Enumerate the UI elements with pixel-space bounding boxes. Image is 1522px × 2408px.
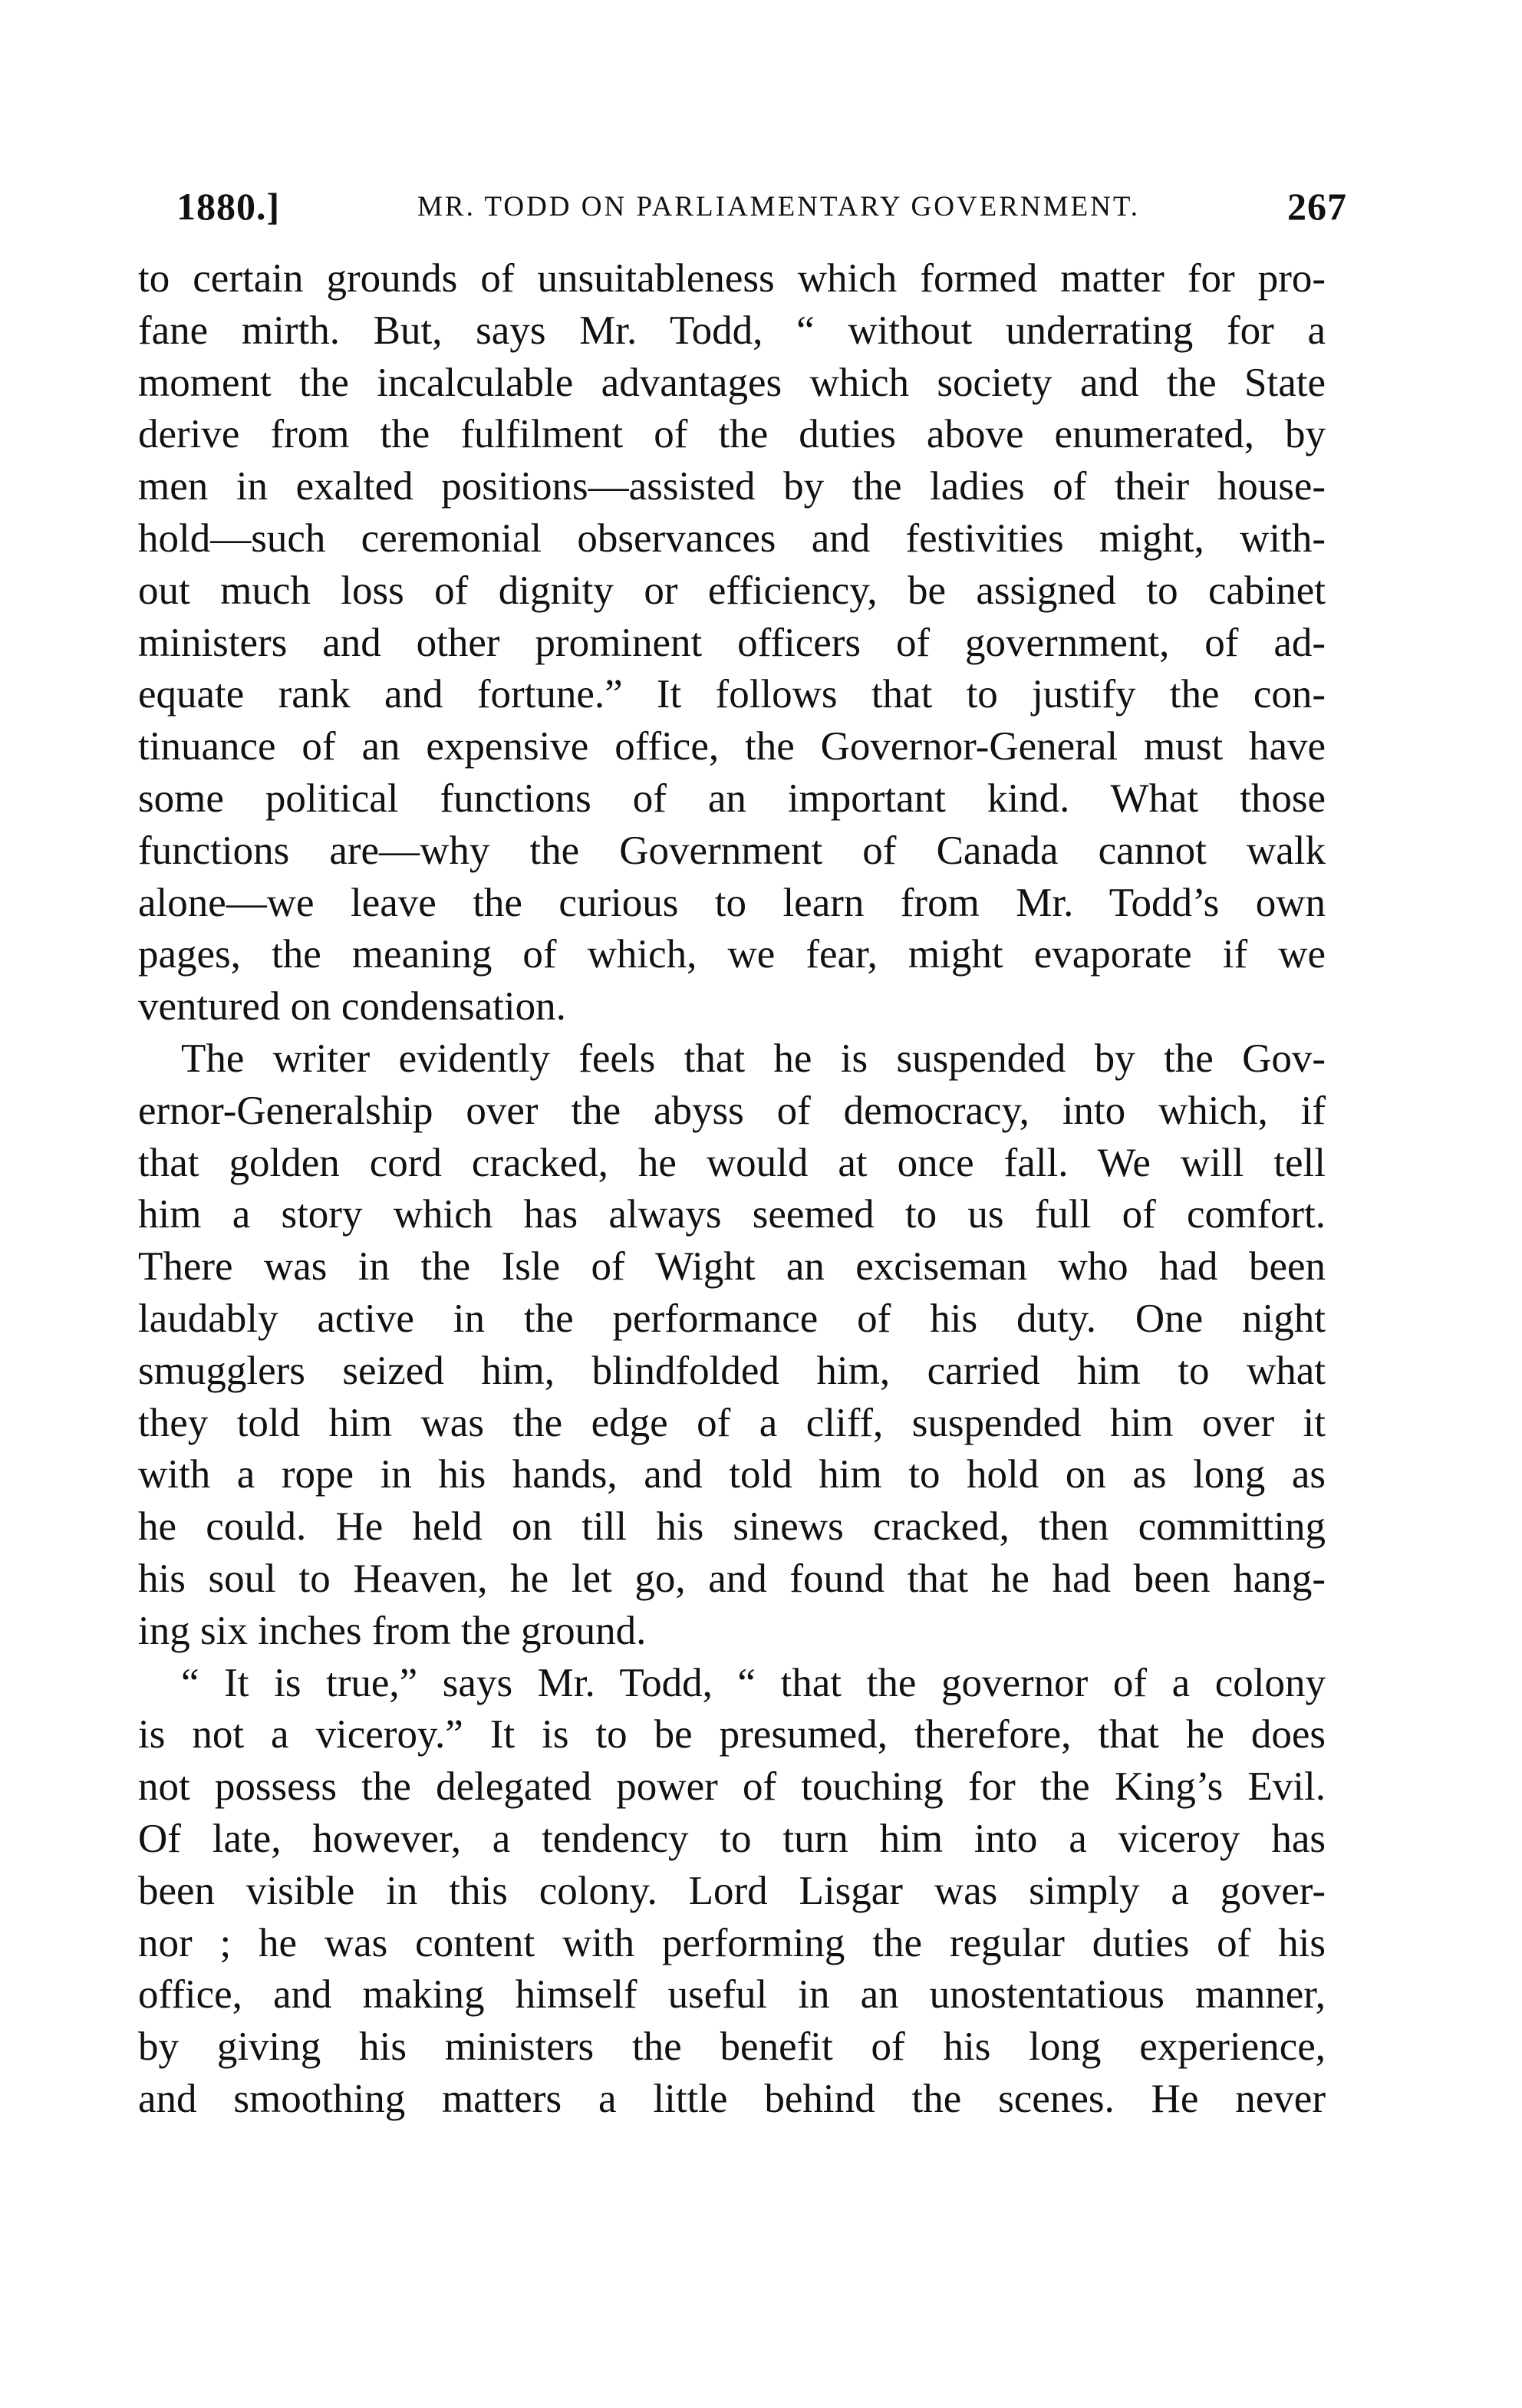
text-line: and smoothing matters a little behind the scenes. He never — [138, 2076, 1326, 2121]
text-line: him a story which has always seemed to us full of comfort. — [138, 1192, 1326, 1237]
text-line: ing six inches from the ground. — [138, 1608, 647, 1653]
text-line: The writer evidently feels that he is suspended by the Gov- — [181, 1036, 1326, 1081]
text-line: equate rank and fortune.” It follows that to justify the con- — [138, 672, 1326, 717]
text-line: that golden cord cracked, he would at once fall. We will tell — [138, 1140, 1326, 1185]
running-head — [176, 184, 1347, 230]
text-line: smugglers seized him, blindfolded him, carried him to what — [138, 1348, 1326, 1393]
text-line: is not a viceroy.” It is to be presumed, therefore, that he does — [138, 1712, 1326, 1757]
text-line: fane mirth. But, says Mr. Todd, “ without underrating for a — [138, 308, 1326, 353]
text-line: alone—we leave the curious to learn from Mr. Todd’s own — [138, 880, 1326, 925]
text-line: “ It is true,” says Mr. Todd, “ that the governor of a colony — [181, 1660, 1326, 1705]
text-line: nor ; he was content with performing the regular duties of his — [138, 1920, 1326, 1965]
text-line: moment the incalculable advantages which society and the State — [138, 360, 1326, 405]
text-line: some political functions of an important kind. What those — [138, 776, 1326, 821]
text-line: ernor-Generalship over the abyss of democracy, into which, if — [138, 1088, 1326, 1133]
text-line: with a rope in his hands, and told him to hold on as long as — [138, 1452, 1326, 1497]
text-line: There was in the Isle of Wight an exciseman who had been — [138, 1244, 1326, 1290]
text-line: derive from the fulfilment of the duties above enumerated, by — [138, 412, 1326, 457]
text-line: ventured on condensation. — [138, 984, 566, 1029]
text-line: not possess the delegated power of touching for the King’s Evil. — [138, 1764, 1326, 1810]
text-line: to certain grounds of unsuitableness which formed matter for pro- — [138, 256, 1326, 301]
text-line: tinuance of an expensive office, the Governor-General must have — [138, 724, 1326, 769]
text-line: ministers and other prominent officers of government, of ad- — [138, 620, 1326, 665]
running-head-title: MR. TODD ON PARLIAMENTARY GOVERNMENT. — [417, 191, 1140, 222]
text-line: been visible in this colony. Lord Lisgar was simply a gover- — [138, 1868, 1326, 1913]
text-line: his soul to Heaven, he let go, and found that he had been hang- — [138, 1556, 1326, 1601]
text-line: he could. He held on till his sinews cracked, then committing — [138, 1504, 1326, 1550]
text-line: by giving his ministers the benefit of his long experience, — [138, 2024, 1326, 2070]
text-line: pages, the meaning of which, we fear, might evaporate if we — [138, 932, 1326, 977]
running-head-year: 1880.] — [176, 185, 281, 228]
text-line: laudably active in the performance of his duty. One night — [138, 1296, 1326, 1341]
text-line: out much loss of dignity or efficiency, be assigned to cabinet — [138, 568, 1326, 613]
text-line: Of late, however, a tendency to turn him into a viceroy has — [138, 1816, 1326, 1861]
text-line: men in exalted positions—assisted by the ladies of their house- — [138, 464, 1326, 509]
text-line: office, and making himself useful in an unostentatious manner, — [138, 1972, 1326, 2018]
body-text — [138, 253, 1326, 2126]
text-line: functions are—why the Government of Canada cannot walk — [138, 828, 1326, 873]
page-number: 267 — [1287, 185, 1347, 228]
text-line: hold—such ceremonial observances and festivities might, with- — [138, 516, 1326, 561]
text-line: they told him was the edge of a cliff, suspended him over it — [138, 1400, 1326, 1445]
